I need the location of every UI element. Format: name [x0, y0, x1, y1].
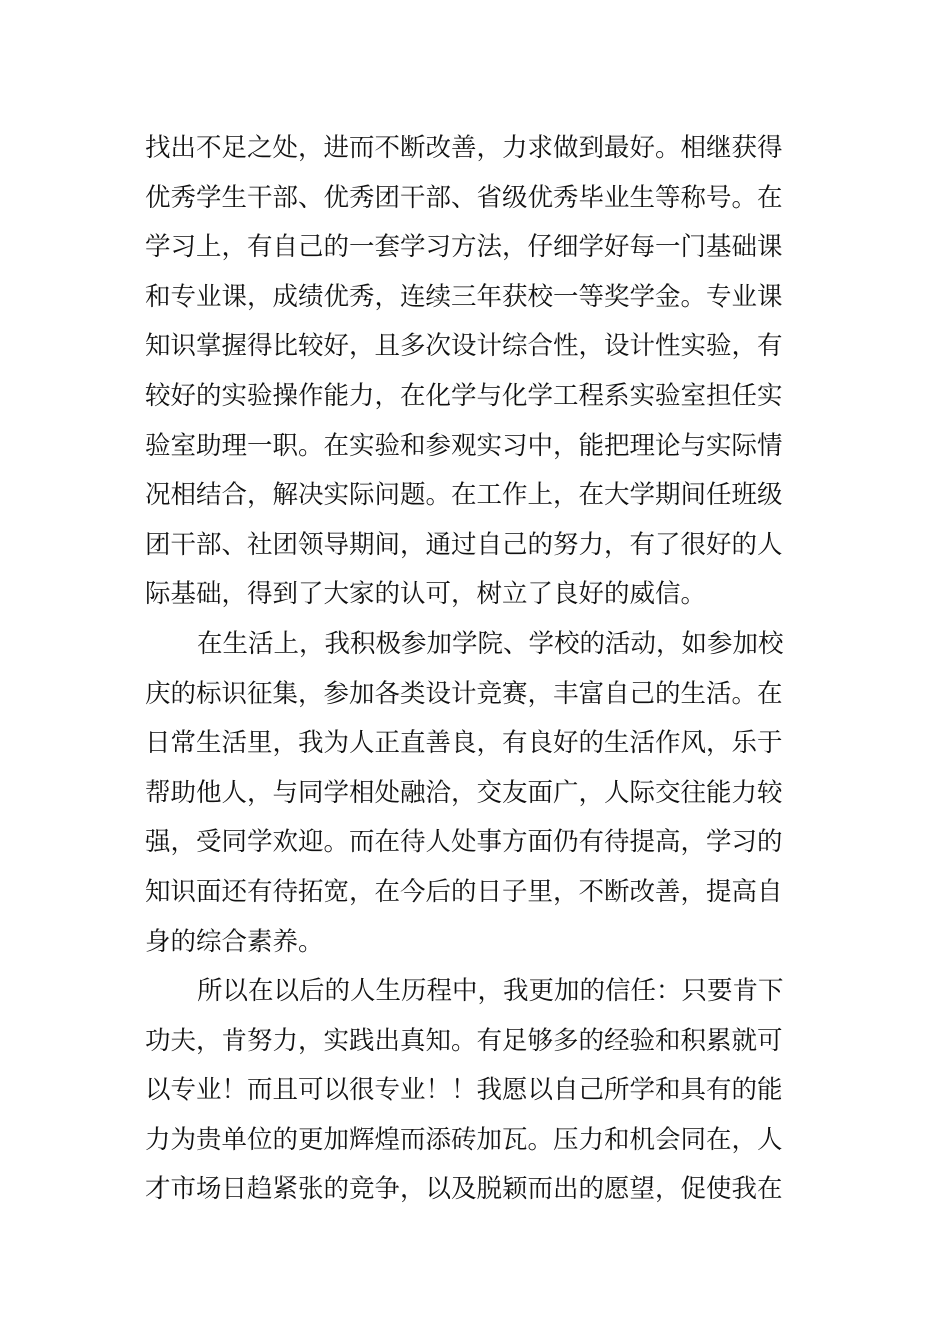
text-line: 学习上，有自己的一套学习方法，仔细学好每一门基础课 — [145, 232, 783, 263]
text-line: 庆的标识征集，参加各类设计竞赛，丰富自己的生活。在 — [145, 678, 783, 709]
document-body — [145, 124, 815, 1215]
text-line: 团干部、社团领导期间，通过自己的努力，有了很好的人 — [145, 529, 783, 560]
text-line: 强，受同学欢迎。而在待人处事方面仍有待提高，学习的 — [145, 827, 783, 858]
text-line: 功夫，肯努力，实践出真知。有足够多的经验和积累就可 — [145, 1025, 783, 1056]
text-line: 知识掌握得比较好，且多次设计综合性，设计性实验，有 — [145, 331, 783, 362]
text-line: 况相结合，解决实际问题。在工作上，在大学期间任班级 — [145, 480, 783, 511]
text-line: 找出不足之处，进而不断改善，力求做到最好。相继获得 — [145, 133, 783, 163]
text-line: 日常生活里，我为人正直善良，有良好的生活作风，乐于 — [145, 728, 783, 759]
text-line: 才市场日趋紧张的竞争，以及脱颖而出的愿望，促使我在 — [145, 1174, 783, 1205]
text-line: 知识面还有待拓宽，在今后的日子里，不断改善，提高自 — [145, 876, 783, 907]
text-line: 较好的实验操作能力，在化学与化学工程系实验室担任实 — [145, 380, 783, 411]
paragraph-first-line: 在生活上，我积极参加学院、学校的活动，如参加校 — [197, 628, 784, 659]
text-line: 际基础，得到了大家的认可，树立了良好的威信。 — [145, 579, 707, 610]
text-line: 力为贵单位的更加辉煌而添砖加瓦。压力和机会同在，人 — [145, 1124, 783, 1155]
text-line: 身的综合素养。 — [145, 926, 324, 957]
text-line: 验室助理一职。在实验和参观实习中，能把理论与实际情 — [145, 430, 783, 461]
text-line: 以专业！而且可以很专业！！我愿以自己所学和具有的能 — [145, 1075, 783, 1106]
text-line: 帮助他人，与同学相处融洽，交友面广，人际交往能力较 — [145, 777, 783, 808]
text-line: 优秀学生干部、优秀团干部、省级优秀毕业生等称号。在 — [145, 182, 783, 213]
paragraph-first-line: 所以在以后的人生历程中，我更加的信任：只要肯下 — [197, 976, 784, 1007]
text-line: 和专业课，成绩优秀，连续三年获校一等奖学金。专业课 — [145, 281, 783, 312]
